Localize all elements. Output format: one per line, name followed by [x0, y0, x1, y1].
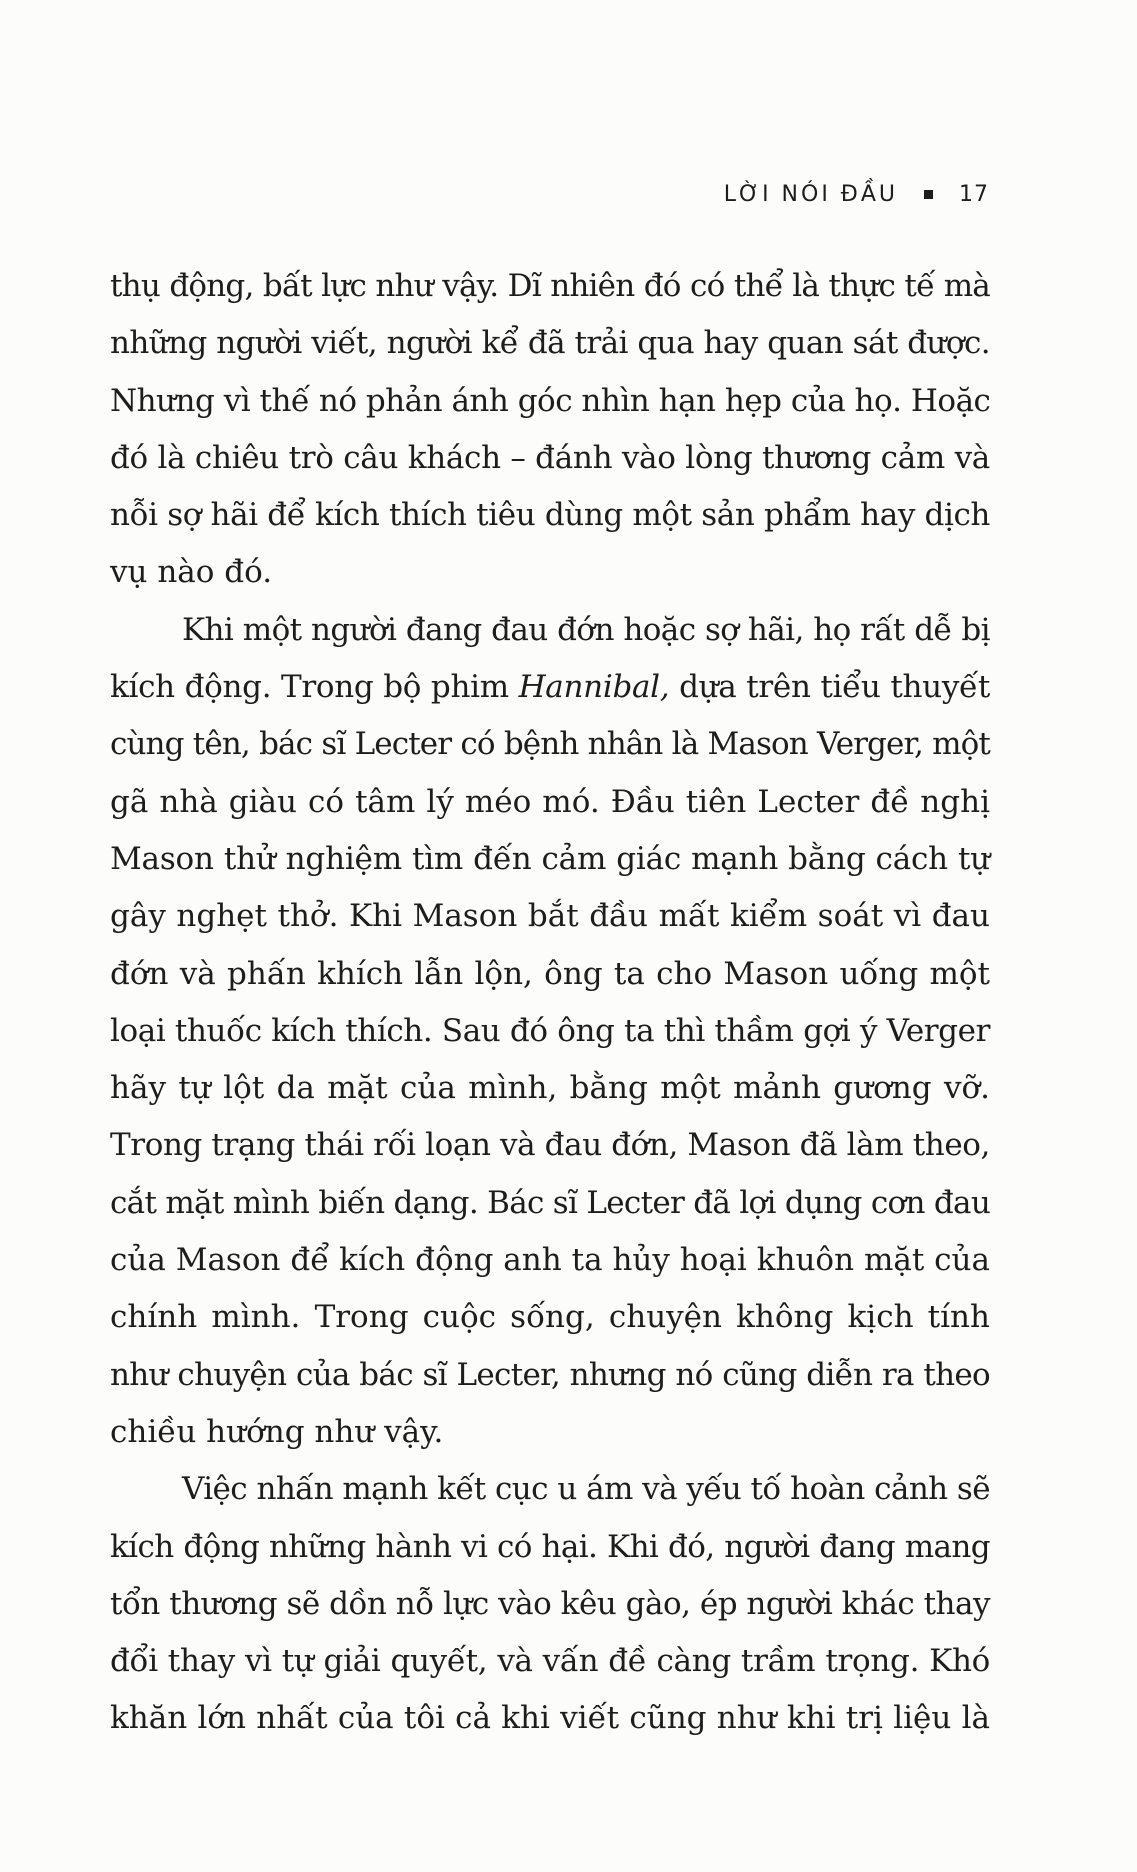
text-line: Việc nhấn mạnh kết cục u ám và yếu tố hoàn cảnh sẽ	[182, 1471, 990, 1508]
text-line: nỗi sợ hãi để kích thích tiêu dùng một sản phẩm hay dịch	[110, 497, 990, 534]
text-segment: dựa trên tiểu thuyết	[669, 669, 990, 706]
separator-bullet-icon	[924, 190, 933, 199]
text-line: loại thuốc kích thích. Sau đó ông ta thì thầm gợi ý Verger	[110, 1012, 990, 1049]
text-line: gã nhà giàu có tâm lý méo mó. Đầu tiên Lecter đề nghị	[110, 783, 990, 820]
text-line: như chuyện của bác sĩ Lecter, nhưng nó cũng diễn ra theo	[110, 1356, 990, 1393]
text-line: Nhưng vì thế nó phản ánh góc nhìn hạn hẹp của họ. Hoặc	[110, 382, 991, 419]
text-line: thụ động, bất lực như vậy. Dĩ nhiên đó có thể là thực tế mà	[110, 268, 990, 304]
running-header	[724, 182, 989, 207]
text-line: Trong trạng thái rối loạn và đau đớn, Mason đã làm theo,	[110, 1127, 990, 1164]
text-line: cùng tên, bác sĩ Lecter có bệnh nhân là Mason Verger, một	[110, 726, 990, 763]
text-line	[110, 659, 990, 716]
text-line: cắt mặt mình biến dạng. Bác sĩ Lecter đã lợi dụng cơn đau	[110, 1184, 991, 1221]
text-segment: kích động. Trong bộ phim	[110, 669, 519, 706]
text-line: khăn lớn nhất của tôi cả khi viết cũng như khi trị liệu là	[110, 1700, 990, 1737]
text-line: chính mình. Trong cuộc sống, chuyện không kịch tính	[110, 1299, 990, 1336]
text-line: Khi một người đang đau đớn hoặc sợ hãi, họ rất dễ bị	[182, 611, 990, 648]
chapter-title: LỜI NÓI ĐẦU	[723, 182, 898, 207]
text-line: tổn thương sẽ dồn nỗ lực vào kêu gào, ép người khác thay	[110, 1585, 990, 1622]
text-line: Mason thử nghiệm tìm đến cảm giác mạnh bằng cách tự	[110, 840, 990, 877]
text-line: đớn và phấn khích lẫn lộn, ông ta cho Mason uống một	[110, 955, 990, 992]
text-line: đổi thay vì tự giải quyết, và vấn đề càng trầm trọng. Khó	[110, 1643, 990, 1680]
text-line: chiều hướng như vậy.	[110, 1413, 444, 1450]
film-title: Hannibal,	[518, 669, 670, 706]
text-line: gây nghẹt thở. Khi Mason bắt đầu mất kiểm soát vì đau	[110, 898, 990, 935]
text-line: đó là chiêu trò câu khách – đánh vào lòng thương cảm và	[110, 439, 990, 476]
text-line: của Mason để kích động anh ta hủy hoại khuôn mặt của	[110, 1242, 990, 1279]
text-line: vụ nào đó.	[110, 554, 273, 591]
text-line: hãy tự lột da mặt của mình, bằng một mảnh gương vỡ.	[110, 1070, 990, 1107]
text-line: những người viết, người kể đã trải qua hay quan sát được.	[110, 325, 990, 362]
page-number: 17	[959, 182, 989, 207]
body-text	[110, 258, 990, 1748]
text-line: kích động những hành vi có hại. Khi đó, người đang mang	[110, 1528, 990, 1565]
